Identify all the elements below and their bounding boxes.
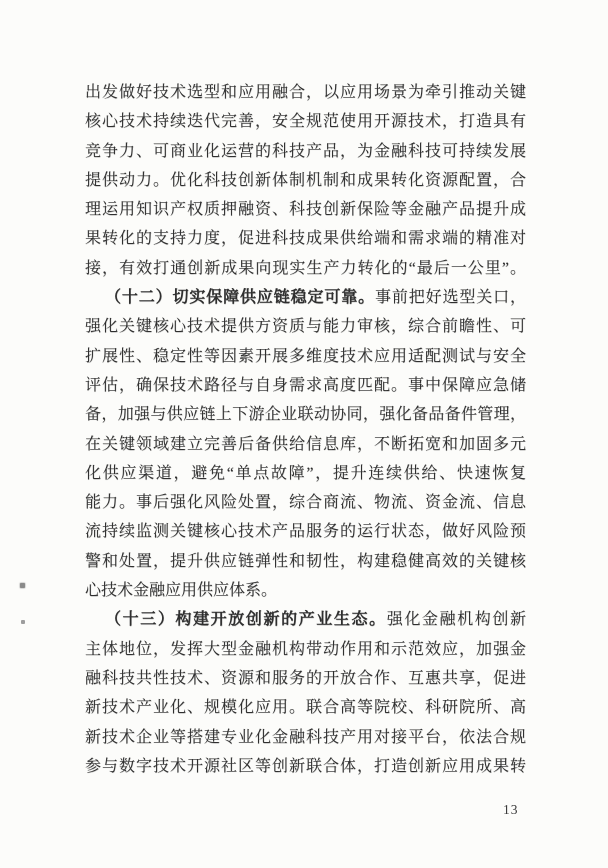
text-line (85, 664, 526, 693)
text-line (85, 312, 526, 341)
line-text: 在关键领域建立完善后备供给信息库，不断拓宽和加固多元 (85, 435, 526, 453)
scan-speck (21, 620, 25, 624)
line-text: 提供动力。优化科技创新体制机制和成果转化资源配置，合 (85, 171, 526, 189)
section-heading: （十三）构建开放创新的产业生态。 (105, 611, 387, 629)
line-text: 扩展性、稳定性等因素开展多维度技术应用适配测试与安全 (85, 347, 526, 365)
line-text: 强化关键核心技术提供方资质与能力审核，综合前瞻性、可 (85, 318, 526, 336)
line-text: 竞争力、可商业化运营的科技产品，为金融科技可持续发展 (85, 142, 526, 160)
line-text: 警和处置，提升供应链弹性和韧性，构建稳健高效的关键核 (85, 552, 526, 570)
text-line (85, 107, 526, 136)
text-line (85, 605, 526, 634)
text-line (85, 517, 526, 546)
text-line (85, 78, 526, 107)
line-text: 心技术金融应用供应体系。 (85, 582, 278, 600)
text-line (85, 400, 526, 429)
page-number: 13 (503, 802, 519, 817)
text-line (85, 547, 526, 576)
section-heading: （十二）切实保障供应链稳定可靠。 (105, 289, 375, 307)
text-line (85, 488, 526, 517)
line-text: 强化金融机构创新 (386, 611, 526, 629)
text-line (85, 693, 526, 722)
line-text: 评估，确保技术路径与自身需求高度匹配。事中保障应急储 (85, 376, 526, 394)
text-line (85, 254, 526, 283)
text-line (85, 166, 526, 195)
scan-speck (20, 583, 25, 588)
text-line (85, 195, 526, 224)
line-text: 新技术企业等搭建专业化金融科技产用对接平台，依法合规 (85, 728, 526, 746)
text-line (85, 283, 526, 312)
text-line (85, 137, 526, 166)
line-text: 果转化的支持力度，促进科技成果供给端和需求端的精准对 (85, 230, 526, 248)
line-text: 接，有效打通创新成果向现实生产力转化的“最后一公里”。 (85, 259, 526, 277)
text-line (85, 635, 526, 664)
text-line (85, 752, 526, 781)
text-line (85, 371, 526, 400)
text-line (85, 459, 526, 488)
text-line (85, 576, 526, 605)
line-text: 核心技术持续迭代完善，安全规范使用开源技术，打造具有 (85, 113, 526, 131)
line-text: 化供应渠道，避免“单点故障”，提升连续供给、快速恢复 (85, 464, 526, 482)
line-text: 参与数字技术开源社区等创新联合体，打造创新应用成果转 (85, 757, 526, 775)
text-line (85, 723, 526, 752)
text-line (85, 342, 526, 371)
line-text: 能力。事后强化风险处置，综合商流、物流、资金流、信息 (85, 494, 526, 512)
text-line (85, 430, 526, 459)
line-text: 主体地位，发挥大型金融机构带动作用和示范效应，加强金 (85, 640, 526, 658)
line-text: 流持续监测关键核心技术产品服务的运行状态，做好风险预 (85, 523, 526, 541)
line-text: 融科技共性技术、资源和服务的开放合作、互惠共享，促进 (85, 669, 526, 687)
line-text: 事前把好选型关口， (374, 289, 526, 307)
line-text: 出发做好技术选型和应用融合，以应用场景为牵引推动关键 (85, 84, 526, 101)
text-line (85, 224, 526, 253)
line-text: 理运用知识产权质押融资、科技创新保险等金融产品提升成 (85, 201, 526, 219)
line-text: 新技术产业化、规模化应用。联合高等院校、科研院所、高 (85, 699, 526, 717)
line-text: 备，加强与供应链上下游企业联动协同，强化备品备件管理， (85, 406, 526, 424)
document-body (85, 78, 526, 781)
